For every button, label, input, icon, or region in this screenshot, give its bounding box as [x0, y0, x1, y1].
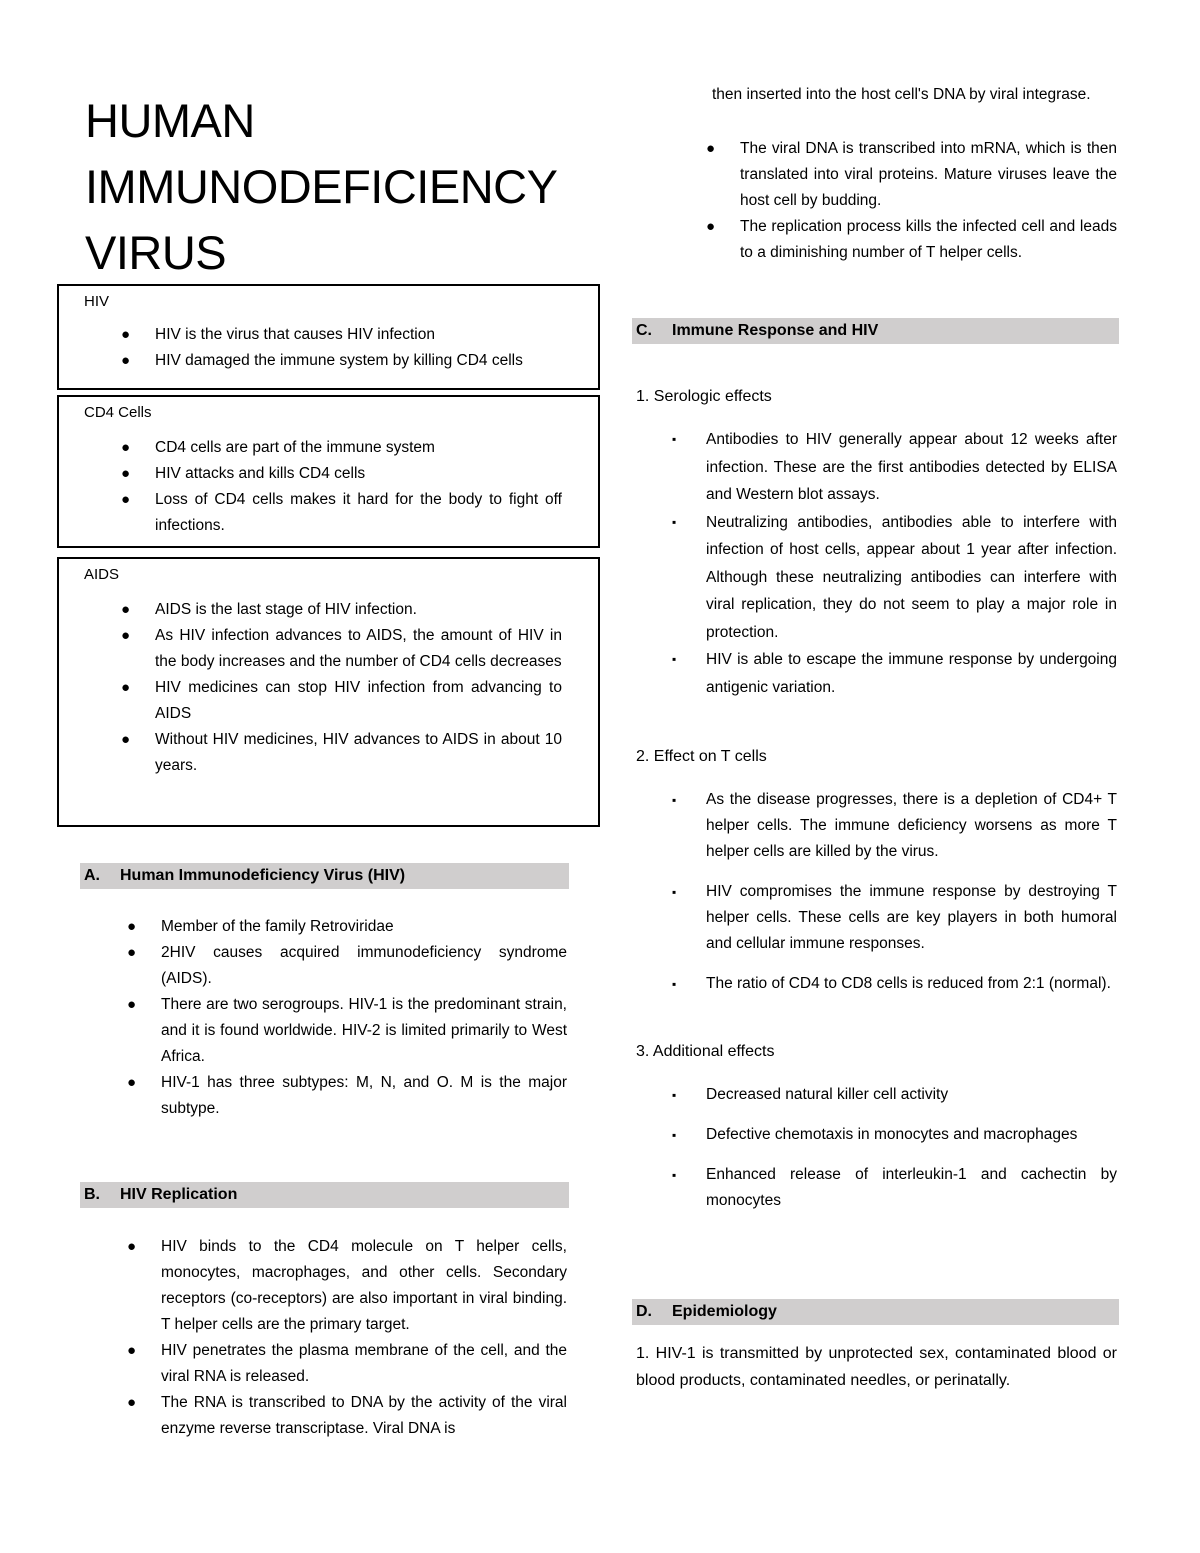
additional-effects-heading: 3. Additional effects [636, 1043, 775, 1060]
bullet-icon: ● [127, 1074, 137, 1091]
bullet-icon: ● [706, 140, 716, 157]
list-item: ● HIV penetrates the plasma membrane of the cell, and the viral RNA is released. [161, 1338, 567, 1390]
section-c-heading [632, 318, 1119, 344]
bullet-icon: ▪ [672, 432, 677, 446]
list-item: ● 2HIV causes acquired immunodeficiency syndrome (AIDS). [161, 940, 567, 992]
list-item: ● HIV attacks and kills CD4 cells [155, 461, 562, 487]
t-cells-heading: 2. Effect on T cells [636, 748, 767, 765]
bullet-icon: ● [127, 1238, 137, 1255]
section-title: HIV Replication [120, 1186, 238, 1203]
list-item: ● HIV binds to the CD4 molecule on T helper cells, monocytes, macrophages, and other cells. Secondary receptors (co-receptors) are also important in viral binding. T helper cells are the primary target. [161, 1234, 567, 1338]
document-title [85, 88, 605, 286]
epidemiology-text: 1. HIV-1 is transmitted by unprotected sex, contaminated blood or blood products, contaminated needles, or perinatally. [636, 1345, 1117, 1389]
list-item: ● The viral DNA is transcribed into mRNA, which is then translated into viral proteins. Mature viruses leave the host cell by budding. [740, 136, 1117, 214]
box-heading: AIDS [84, 566, 120, 583]
list-item: ● HIV is the virus that causes HIV infection [155, 322, 562, 348]
bullet-list [121, 597, 562, 779]
bullet-list [121, 435, 562, 539]
bullet-icon: ● [121, 601, 131, 618]
list-item: ● AIDS is the last stage of HIV infection. [155, 597, 562, 623]
hiv-summary-box [57, 284, 600, 390]
bullet-icon: ▪ [672, 1128, 677, 1142]
section-b-list [127, 1234, 567, 1442]
box-heading: HIV [84, 293, 110, 310]
list-item: ● The RNA is transcribed to DNA by the activity of the viral enzyme reverse transcriptase. Viral DNA is [161, 1390, 567, 1442]
list-item: ● The replication process kills the infected cell and leads to a diminishing number of T helper cells. [740, 214, 1117, 266]
bullet-icon: ▪ [672, 1088, 677, 1102]
section-b-heading [80, 1182, 569, 1208]
list-item: ● HIV medicines can stop HIV infection from advancing to AIDS [155, 675, 562, 727]
list-item: ● Without HIV medicines, HIV advances to AIDS in about 10 years. [155, 727, 562, 779]
section-letter: C. [636, 322, 652, 339]
serologic-effects-list [672, 426, 1117, 701]
list-item: ▪ Defective chemotaxis in monocytes and macrophages [706, 1122, 1117, 1148]
additional-effects-list [672, 1082, 1117, 1214]
t-cells-list [672, 787, 1117, 997]
bullet-icon: ● [127, 1394, 137, 1411]
bullet-icon: ● [127, 1342, 137, 1359]
section-letter: A. [84, 867, 100, 884]
list-item: ▪ Decreased natural killer cell activity [706, 1082, 1117, 1108]
bullet-icon: ● [127, 944, 137, 961]
list-item: ● CD4 cells are part of the immune system [155, 435, 562, 461]
bullet-icon: ● [121, 731, 131, 748]
bullet-icon: ● [121, 491, 131, 508]
bullet-icon: ▪ [672, 652, 677, 666]
list-item: ▪ As the disease progresses, there is a depletion of CD4+ T helper cells. The immune deficiency worsens as more T helper cells are killed by the virus. [706, 787, 1117, 865]
list-item: ● HIV damaged the immune system by killing CD4 cells [155, 348, 562, 374]
title-line: VIRUS [85, 226, 227, 279]
list-item: ▪ Antibodies to HIV generally appear about 12 weeks after infection. These are the first antibodies detected by ELISA and Western blot assays. [706, 426, 1117, 509]
section-letter: B. [84, 1186, 100, 1203]
section-title: Human Immunodeficiency Virus (HIV) [120, 867, 406, 884]
serologic-effects-heading: 1. Serologic effects [636, 388, 772, 405]
aids-summary-box [57, 557, 600, 827]
list-item: ▪ Neutralizing antibodies, antibodies able to interfere with infection of host cells, appear about 1 year after infection. Although these neutralizing antibodies can interfere with viral replication, they do not seem to play a major role in protection. [706, 509, 1117, 647]
bullet-icon: ● [121, 679, 131, 696]
box-heading: CD4 Cells [84, 404, 152, 421]
bullet-icon: ▪ [672, 793, 677, 807]
bullet-icon: ● [127, 996, 137, 1013]
title-line: IMMUNODEFICIENCY [85, 160, 558, 213]
title-line: HUMAN [85, 94, 255, 147]
list-item: ▪ Enhanced release of interleukin-1 and cachectin by monocytes [706, 1162, 1117, 1214]
bullet-icon: ● [121, 326, 131, 343]
bullet-icon: ● [121, 465, 131, 482]
list-item: ● HIV-1 has three subtypes: M, N, and O. M is the major subtype. [161, 1070, 567, 1122]
list-item: ● As HIV infection advances to AIDS, the amount of HIV in the body increases and the number of CD4 cells decreases [155, 623, 562, 675]
bullet-icon: ▪ [672, 885, 677, 899]
bullet-icon: ● [121, 627, 131, 644]
bullet-icon: ▪ [672, 1168, 677, 1182]
bullet-icon: ● [706, 218, 716, 235]
section-b-continuation-list [706, 136, 1117, 266]
list-item: ▪ The ratio of CD4 to CD8 cells is reduced from 2:1 (normal). [706, 971, 1117, 997]
bullet-list [121, 322, 562, 374]
bullet-icon: ● [121, 352, 131, 369]
section-b-continuation: then inserted into the host cell's DNA by viral integrase. [712, 86, 1091, 103]
bullet-icon: ● [127, 918, 137, 935]
section-a-heading [80, 863, 569, 889]
bullet-icon: ▪ [672, 977, 677, 991]
cd4-summary-box [57, 395, 600, 548]
section-title: Immune Response and HIV [672, 322, 879, 339]
bullet-icon: ● [121, 439, 131, 456]
section-letter: D. [636, 1303, 652, 1320]
list-item: ● There are two serogroups. HIV-1 is the predominant strain, and it is found worldwide. HIV-2 is limited primarily to West Africa. [161, 992, 567, 1070]
section-a-list [127, 914, 567, 1122]
list-item: ▪ HIV compromises the immune response by destroying T helper cells. These cells are key players in both humoral and cellular immune responses. [706, 879, 1117, 957]
section-title: Epidemiology [672, 1303, 777, 1320]
list-item: ● Member of the family Retroviridae [161, 914, 567, 940]
list-item: ▪ HIV is able to escape the immune response by undergoing antigenic variation. [706, 646, 1117, 701]
bullet-icon: ▪ [672, 514, 677, 529]
list-item: ● Loss of CD4 cells makes it hard for the body to fight off infections. [155, 487, 562, 539]
section-d-heading [632, 1299, 1119, 1325]
